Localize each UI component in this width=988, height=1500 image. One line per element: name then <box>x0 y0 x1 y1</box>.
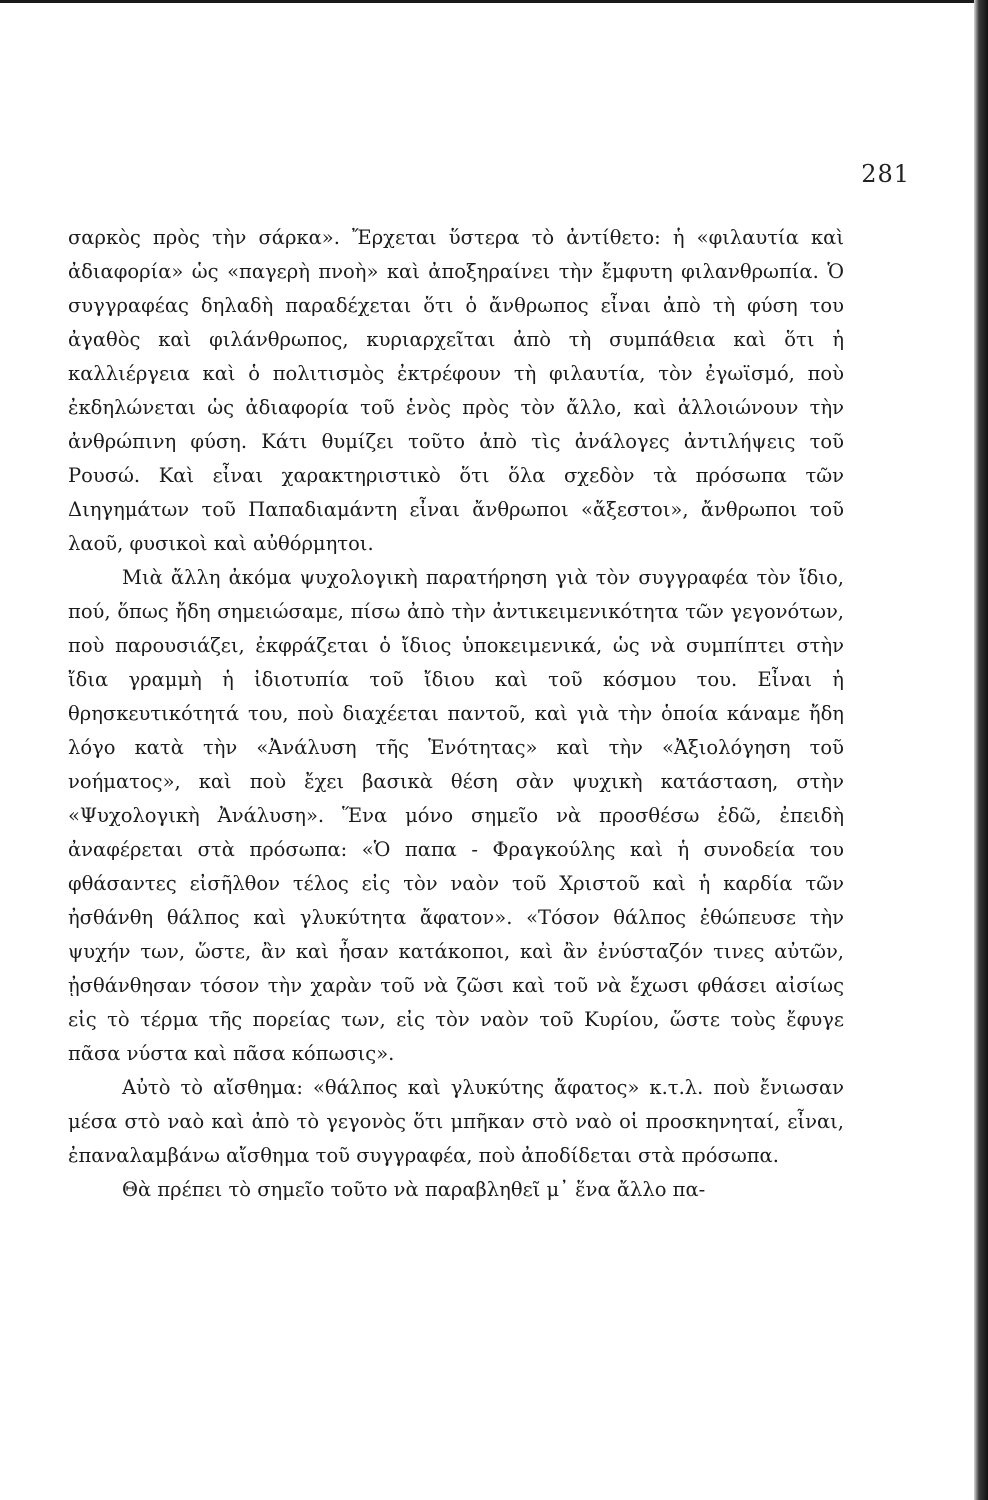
body-text <box>68 221 844 1207</box>
paragraph-continuation: σαρκὸς πρὸς τὴν σάρκα». Ἔρχεται ὕστερα τὸ ἀντίθετο: ἡ «φιλαυτία καὶ ἀδιαφορία» ὡς «παγερὴ πνοὴ» καὶ ἀποξηραίνει τὴν ἔμφυτη φιλανθρωπία. Ὁ συγγραφέας δηλαδὴ παραδέχεται ὅτι ὁ ἄνθρωπος εἶναι ἀπὸ τὴ φύση του ἀγαθὸς καὶ φιλάνθρωπος, κυριαρχεῖται ἀπὸ τὴ συμπάθεια καὶ ὅτι ἡ καλλιέργεια καὶ ὁ πολιτισμὸς ἐκτρέφουν τὴ φιλαυτία, τὸν ἐγωϊσμό, ποὺ ἐκδηλώνεται ὡς ἀδιαφορία τοῦ ἑνὸς πρὸς τὸν ἄλλο, καὶ ἀλλοιώνουν τὴν ἀνθρώπινη φύση. Κάτι θυμίζει τοῦτο ἀπὸ τὶς ἀνάλογες ἀντιλήψεις τοῦ Ρουσώ. Καὶ εἶναι χαρακτηριστικὸ ὅτι ὅλα σχεδὸν τὰ πρόσωπα τῶν Διηγημάτων τοῦ Παπαδιαμάντη εἶναι ἄνθρωποι «ἄξεστοι», ἄνθρωποι τοῦ λαοῦ, φυσικοὶ καὶ αὐθόρμητοι. <box>68 226 844 555</box>
paragraph-comparison: Θὰ πρέπει τὸ σημεῖο τοῦτο νὰ παραβληθεῖ μ᾽ ἕνα ἄλλο πα- <box>122 1178 706 1201</box>
scan-right-edge <box>974 0 988 1500</box>
paragraph-psychological-observation: Μιὰ ἄλλη ἀκόμα ψυχολογικὴ παρατήρηση γιὰ τὸν συγγραφέα τὸν ἴδιο, πού, ὅπως ἤδη σημειώσαμε, πίσω ἀπὸ τὴν ἀντικειμενικότητα τῶν γεγονότων, ποὺ παρουσιάζει, ἐκφράζεται ὁ ἴδιος ὑποκειμενικά, ὡς νὰ συμπίπτει στὴν ἴδια γραμμὴ ἡ ἰδιοτυπία τοῦ ἴδιου καὶ τοῦ κόσμου του. Εἶναι ἡ θρησκευτικότητά του, ποὺ διαχέεται παντοῦ, καὶ γιὰ τὴν ὁποία κάναμε ἤδη λόγο κατὰ τὴν «Ἀνάλυση τῆς Ἑνότητας» καὶ τὴν «Ἀξιολόγηση τοῦ νοήματος», καὶ ποὺ ἔχει βασικὰ θέση σὰν ψυχικὴ κατάσταση, στὴν «Ψυχολογικὴ Ἀνάλυση». Ἕνα μόνο σημεῖο νὰ προσθέσω ἐδῶ, ἐπειδὴ ἀναφέρεται στὰ πρόσωπα: «Ὁ παπα - Φραγκούλης καὶ ἡ συνοδεία του φθάσαντες εἰσῆλθον τέλος εἰς τὸν ναὸν τοῦ Χριστοῦ καὶ ἡ καρδία τῶν ἠσθάνθη θάλπος καὶ γλυκύτητα ἄφατον». «Τόσον θάλπος ἐθώπευσε τὴν ψυχήν των, ὥστε, ἂν καὶ ἦσαν κατάκοποι, καὶ ἂν ἐνύσταζόν τινες αὐτῶν, ᾐσθάνθησαν τόσον τὴν χαρὰν τοῦ νὰ ζῶσι καὶ τοῦ νὰ ἔχωσι φθάσει αἰσίως εἰς τὸ τέρμα τῆς πορείας των, εἰς τὸν ναὸν τοῦ Κυρίου, ὥστε τοὺς ἔφυγε πᾶσα νύστα καὶ πᾶσα κόπωσις». <box>68 566 844 1065</box>
scan-top-edge <box>0 0 988 3</box>
paragraph-feeling: Αὐτὸ τὸ αἴσθημα: «θάλπος καὶ γλυκύτης ἄφατος» κ.τ.λ. ποὺ ἔνιωσαν μέσα στὸ ναὸ καὶ ἀπὸ τὸ γεγονὸς ὅτι μπῆκαν στὸ ναὸ οἱ προσκηνηταί, εἶναι, ἐπαναλαμβάνω αἴσθημα τοῦ συγγραφέα, ποὺ ἀποδίδεται στὰ πρόσωπα. <box>68 1076 844 1167</box>
page-number: 281 <box>861 160 910 188</box>
